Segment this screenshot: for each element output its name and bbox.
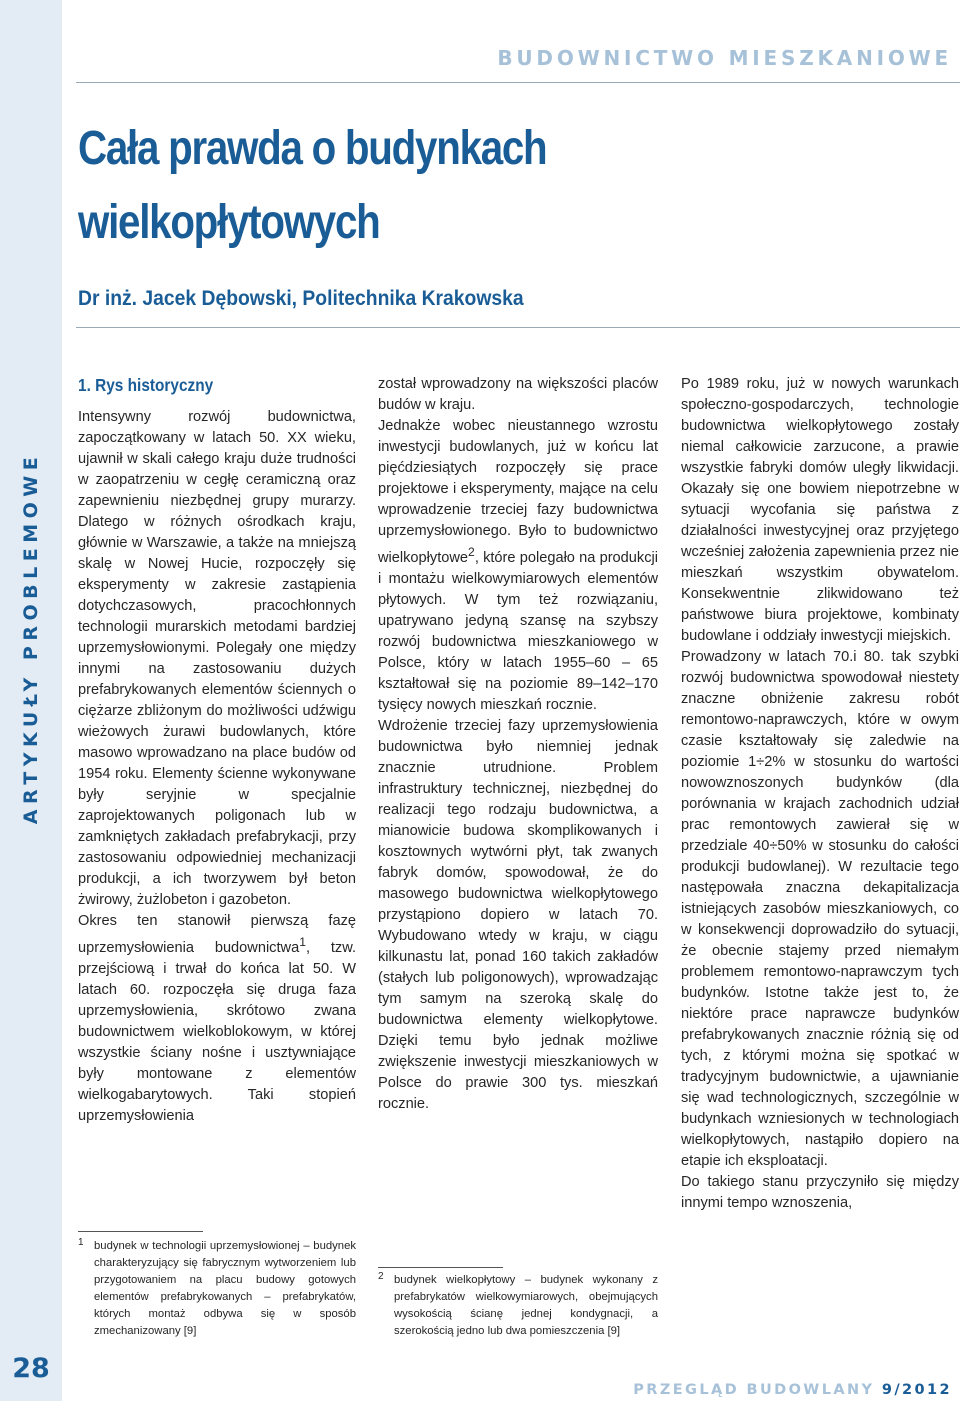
text-column-1 bbox=[78, 374, 356, 1127]
footnote-2 bbox=[378, 1271, 658, 1340]
page-footer bbox=[633, 1382, 952, 1398]
footnote-divider bbox=[378, 1267, 503, 1268]
paragraph: Intensywny rozwój budownictwa, zapoczątkowany w latach 50. XX wieku, ujawnił w skali całego kraju duże trudności w zaopatrzeniu w cegłę ceramiczną oraz zapewnieniu niezbędnej grupy murarzy. Dlatego w różnych ośrodkach kraju, głównie w Warszawie, a także na mniejszą skalę w Nowej Hucie, rozpoczęły się eksperymenty w zakresie zastąpienia dotychczasowych, pracochłonnych technologii murarskich metodami bardziej uprzemysłowionymi. Polegały one między innymi na zastosowaniu dużych prefabrykowanych elementów ściennych o ciężarze zbliżonym do możliwości udźwigu wieżowych żurawi budowlanych, które masowo wprowadzano na place budów od 1954 roku. Elementy ścienne wykonywane były seryjnie w specjalnie zaprojektowanych poligonach lub w zamkniętych zakładach prefabrykacji, przy zastosowaniu odpowiedniej mechanizacji produkcji, a ich tworzywem był beton żwirowy, żużlobeton i gazobeton. bbox=[78, 409, 356, 908]
footnote-number: 2 bbox=[378, 1271, 384, 1282]
footnote-divider bbox=[78, 1231, 203, 1232]
title-line-1: Cała prawda o budynkach bbox=[78, 122, 547, 175]
footnote-ref-2: 2 bbox=[468, 545, 475, 559]
page-number: 28 bbox=[12, 1353, 50, 1384]
text-column-3 bbox=[681, 374, 959, 1214]
paragraph: Prowadzony w latach 70.i 80. tak szybki rozwój budownictwa spowodował niestety znaczne obniżenie zakresu robót remontowo-naprawczych, które w owym czasie kształtowały się zaledwie na poziomie 1÷2% w stosunku do wartości nowowznoszonych budynków (dla porównania w krajach zachodnich udział prac remontowych zawierał się w przedziale 40÷50% w stosunku do całości produkcji budowlanej). W rezultacie tego następowała znaczna dekapitalizacja istniejących zasobów mieszkaniowych, co w konsekwencji doprowadziło do sytuacji, że obecnie stajemy przed niemałym problemem remontowo-naprawczym tych budynków. Istotne także jest to, że niektóre prace naprawcze budynków prefabrykowanych znacznie różnią się od tych, z którymi można się spotkać w tradycyjnym budownictwie, a ujawnianie się wad technologicznych, szczególnie w budynkach wzniesionych w technologiach wielkopłytowych, nastąpiło dopiero na etapie ich eksploatacji. bbox=[681, 649, 959, 1169]
paragraph-text: Okres ten stanowił pierwszą fazę uprzemysłowienia budownictwa bbox=[78, 913, 356, 956]
article-author: Dr inż. Jacek Dębowski, Politechnika Krakowska bbox=[78, 287, 524, 310]
top-divider bbox=[76, 82, 960, 83]
article-title bbox=[78, 112, 666, 260]
paragraph bbox=[78, 911, 356, 1127]
paragraph: Po 1989 roku, już w nowych warunkach społeczno-gospodarczych, technologie budownictwa wielkopłytowego zostały niemal całkowicie zarzucone, a prawie wszystkie fabryki domów uległy likwidacji. Okazały się one bowiem niepotrzebne w sytuacji wycofania się państwa z działalności inwestycyjnej oraz przyjętego wcześniej założenia zapewnienia przez nie mieszkań wszystkim obywatelom. Konsekwentnie zlikwidowano też państwowe biura projektowe, kombinaty budowlane i oddziały inwestycji miejskich. bbox=[681, 376, 959, 644]
paragraph: Wdrożenie trzeciej fazy uprzemysłowienia budownictwa było niemniej jednak znacznie utrudnione. Problem infrastruktury technicznej, niezbędnej do realizacji tego rodzaju budownictwa, a mianowicie budowa skomplikowanych i kosztownych wytwórni płyt, tak zwanych fabryk domów, spowodował, że do masowego budownictwa wielkopłytowego przystąpiono dopiero w latach 70. Wybudowano wtedy w kraju, w ciągu kilkunastu lat, ponad 160 takich zakładów (stałych lub poligonowych), wprowadzając tym samym na szeroką skalę do budownictwa elementy wielkopłytowe. Dzięki temu było jednak możliwe zwiększenie inwestycji mieszkaniowych w Polsce do prawie 300 tys. mieszkań rocznie. bbox=[378, 717, 658, 1112]
section-heading: 1. Rys historyczny bbox=[78, 375, 214, 395]
paragraph-text: , które polegało na produkcji i montażu wielkowymiarowych elementów płytowych. W tym też rozwiązaniu, upatrywano jedyną szansę na szybszy rozwój budownictwa mieszkaniowego w Polsce, który w latach 1955–60 – 65 kształtował się na poziomie 89–142–170 tysięcy nowych mieszkań rocznie. bbox=[378, 549, 658, 713]
issue-number: 9/2012 bbox=[881, 1382, 952, 1398]
paragraph-text: Jednakże wobec nieustannego wzrostu inwestycji budowlanych, już w końcu lat pięćdziesiątych rozpoczęły się prace projektowe i eksperymenty, mające na celu wprowadzenie trzeciej fazy budownictwa uprzemysłowionego. Było to budownictwo wielkopłytowe bbox=[378, 418, 658, 566]
sidebar-band bbox=[0, 0, 62, 1401]
paragraph-text: , tzw. przejściową i trwał do końca lat 50. W latach 60. rozpoczęła się druga faza uprzemysłowienia, skrótowo zwana budownictwem wielkoblokowym, w której wszystkie ściany nośne i usztywniające były montowane z elementów wielkogabarytowych. Taki stopień uprzemysłowienia bbox=[78, 939, 356, 1124]
paragraph bbox=[378, 416, 658, 716]
paragraph: Do takiego stanu przyczyniło się między innymi tempo wznoszenia, bbox=[681, 1174, 959, 1211]
footnote-text: budynek wielkopłytowy – budynek wykonany z prefabrykatów wielkowymiarowych, obejmujących wysokością ścianę jednej kondygnacji, a szerokością jedno lub dwa pomieszczenia [9] bbox=[394, 1274, 658, 1337]
title-line-2: wielkopłytowych bbox=[78, 196, 380, 249]
footnote-ref-1: 1 bbox=[299, 935, 306, 949]
paragraph: został wprowadzony na większości placów budów w kraju. bbox=[378, 376, 658, 413]
section-header: BUDOWNICTWO MIESZKANIOWE bbox=[497, 46, 952, 70]
footnote-number: 1 bbox=[78, 1237, 84, 1248]
author-divider bbox=[76, 327, 960, 328]
text-column-2 bbox=[378, 374, 658, 1115]
category-label: ARTYKUŁY PROBLEMOWE bbox=[20, 451, 42, 825]
publication-name: PRZEGLĄD BUDOWLANY bbox=[633, 1382, 875, 1398]
footnote-text: budynek w technologii uprzemysłowionej – budynek charakteryzujący się fabrycznym wytworzeniem lub przygotowaniem na placu budowy gotowych elementów prefabrykowanych – prefabrykatów, których montaż odbywa się w sposób zmechanizowany [9] bbox=[94, 1240, 356, 1337]
footnote-1 bbox=[78, 1237, 356, 1340]
